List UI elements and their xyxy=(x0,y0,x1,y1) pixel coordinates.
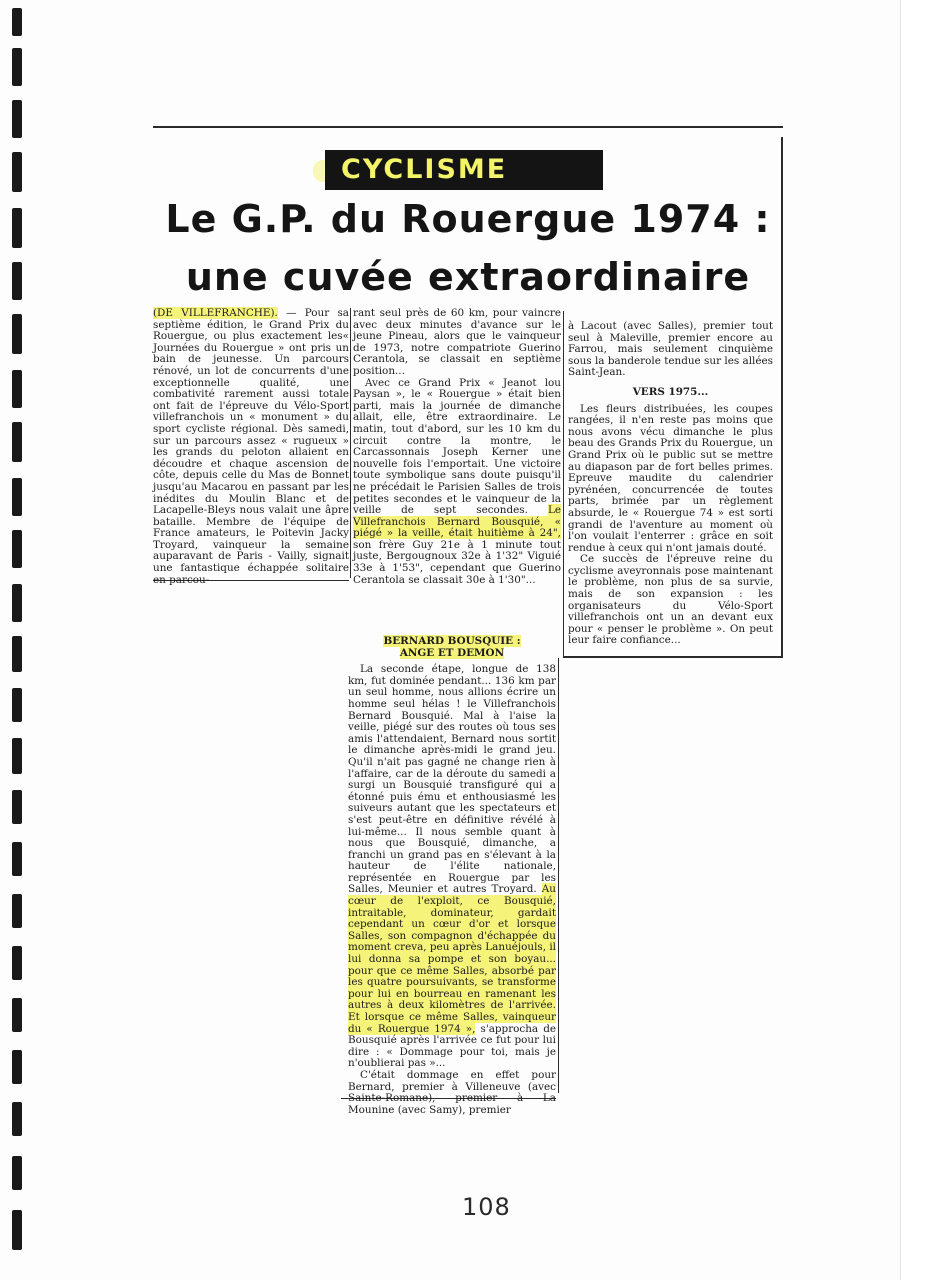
col-divider-right xyxy=(563,311,564,656)
spiral-binding xyxy=(12,0,28,1280)
column-1-paragraph xyxy=(153,308,349,586)
section-kicker: CYCLISME xyxy=(325,150,603,190)
column-2-paragraph-1: rant seul près de 60 km, pour vaincre avec deux minutes d'avance sur le jeune Pineau, alors que le vainqueur de 1973, notre compatriote Guerino Cerantola, se classait en septième position... xyxy=(353,307,561,377)
subheading-bousquie xyxy=(348,636,556,659)
paragraph-2-start: Avec ce Grand Prix « Jeanot lou Paysan », le « Rouergue » était bien parti, mais la journée de dimanche allait, elle, être extraordinaire. Le matin, tout d'abord, sur les 10 km du circuit contre la montre, le Carcassonnais Joseph Kerner une nouvelle fois l'emportait. Une victoire toute symbolique sans doute puisqu'il ne précédait le Parisien Salles de trois petites secondes et le vainqueur de la veille de sept secondes. xyxy=(353,376,561,517)
highlighted-passage-2: Au cœur de l'exploit, ce Bousquié, intraitable, dominateur, gardait cependant un cœur d'or et lorsque Salles, son compagnon d'échappée du moment creva, peu après Lanuéjouls, il lui donna sa pompe et son boyau... pour que ce même Salles, absorbé par les quatre poursuivants, se transforme pour lui en bourreau en ramenant les autres à deux kilomètres de l'arrivée. Et lorsque ce même Salles, vainqueur du « Rouergue 1974 », xyxy=(348,883,556,1035)
subheading-vers-1975: VERS 1975... xyxy=(632,385,709,398)
column-3-paragraph-2: Les fleurs distribuées, les coupes rangées, il n'en reste pas moins que nous avons vécu dimanche le plus beau des Grands Prix du Rouergue, un Grand Prix où le public sut se mettre au diapason par de fort belles primes. Epreuve maudite du calendrier pyrénéen, concurrencée de toutes parts, brimée par un règlement absurde, le « Rouergue 74 » est sorti grandi de l'aventure au moment où l'on voulait l'enterrer : grâce en soit rendue à ceux qui n'ont jamais douté. xyxy=(568,402,773,554)
subheading-line-2: ANGE ET DEMON xyxy=(399,646,505,659)
column-1 xyxy=(153,308,349,586)
headline-line-1: Le G.P. du Rouergue 1974 : xyxy=(165,197,771,241)
paragraph-3-start: La seconde étape, longue de 138 km, fut dominée pendant... 136 km par un seul homme, nous allions écrire un homme seul hélas ! le Villefranchois Bernard Bousquié. Mal à l'aise la veille, piégé sur des routes où tous ses amis l'attendaient, Bernard nous sortit le dimanche après-midi le grand jeu. Qu'il n'ait pas gagné ne change rien à l'affaire, car de la déroute du samedi a surgi un Bousquié transfiguré qui a étonné puis ému et enthousiasmé les suiveurs autant que les spectateurs et s'est peut-être en définitive révélé à lui-même... Il nous semble quant à nous que Bousquié, dimanche, a franchi un grand pas en s'élevant à la hauteur de l'élite nationale, représentée en Rouergue par les Salles, Meunier et autres Troyard. xyxy=(348,663,556,896)
dateline: (DE VILLEFRANCHE). xyxy=(153,307,278,319)
column-3 xyxy=(568,321,773,647)
column-3-paragraph-3: Ce succès de l'épreuve reine du cyclisme aveyronnais pose maintenant le problème, non plus de sa survie, mais de son expansion : les organisateurs du Vélo-Sport villefranchois ont un an devant eux pour « penser le problème ». On peut leur faire confiance... xyxy=(568,553,773,647)
col3-bottom-rule xyxy=(563,656,783,658)
column-2-paragraph-4: C'était dommage en effet pour Bernard, premier à Villeneuve (avec Sainte-Romane), premier à La Mounine (avec Samy), premier xyxy=(348,1068,556,1116)
newspaper-clipping xyxy=(153,123,783,1116)
highlighted-passage-1: Le Villefranchois Bernard Bousquié, « piégé » la veille, était huitième à 24", xyxy=(353,504,561,540)
col-divider-left xyxy=(350,308,351,578)
page-number: 108 xyxy=(462,1193,511,1221)
paragraph-2-end: son frère Guy 21e à 1 minute tout juste, Bergougnoux 32e à 1'32" Viguié 33e à 1'53", cependant que Guerino Cerantola se classait 30e à 1'30"... xyxy=(353,538,561,586)
top-rule xyxy=(153,126,783,128)
headline-line-2: une cuvée extraordinaire xyxy=(185,255,751,299)
column-3-paragraph-1: à Lacout (avec Salles), premier tout seul à Maleville, premier encore au Farrou, mais seulement cinquième sous la banderole tendue sur les allées Saint-Jean. xyxy=(568,320,773,379)
column-2-paragraph-3 xyxy=(348,664,556,1070)
column-2-bottom xyxy=(348,628,556,1116)
paragraph-3-end: s'approcha de Bousquié après l'arrivée ce fut pour lui dire : « Dommage pour toi, mais je n'oublierai pas »... xyxy=(348,1022,556,1070)
column-2-top xyxy=(353,308,561,586)
subheading-line-1: BERNARD BOUSQUIE : xyxy=(383,635,521,647)
column-2-paragraph-2 xyxy=(353,378,561,587)
column-1-body: — Pour sa septième édition, le Grand Prix du Rouergue, ou plus exactement les« Journées du Rouergue » ont pris un bain de jeunesse. Un parcours rénové, un lot de concurrents d'une exceptionnelle qualité, une combativité rarement aussi totale ont fait de l'épreuve du Vélo-Sport villefranchois un « monument » du sport cycliste régional. Dès samedi, sur un parcours assez « rugueux » les grands du peloton allaient en découdre et chaque ascension de côte, depuis celle du Mas de Bonnet jusqu'au Macarou en passant par les inédites du Moulin Blanc et de Lacapelle-Bleys nous valait une âpre bataille. Membre de l'équipe de France amateurs, le Poitevin Jacky Troyard, vainqueur la semaine auparavant de Paris - Vailly, signait une fantastique échappée solitaire en parcou- xyxy=(153,307,349,586)
col2-right-rule xyxy=(558,658,559,1093)
